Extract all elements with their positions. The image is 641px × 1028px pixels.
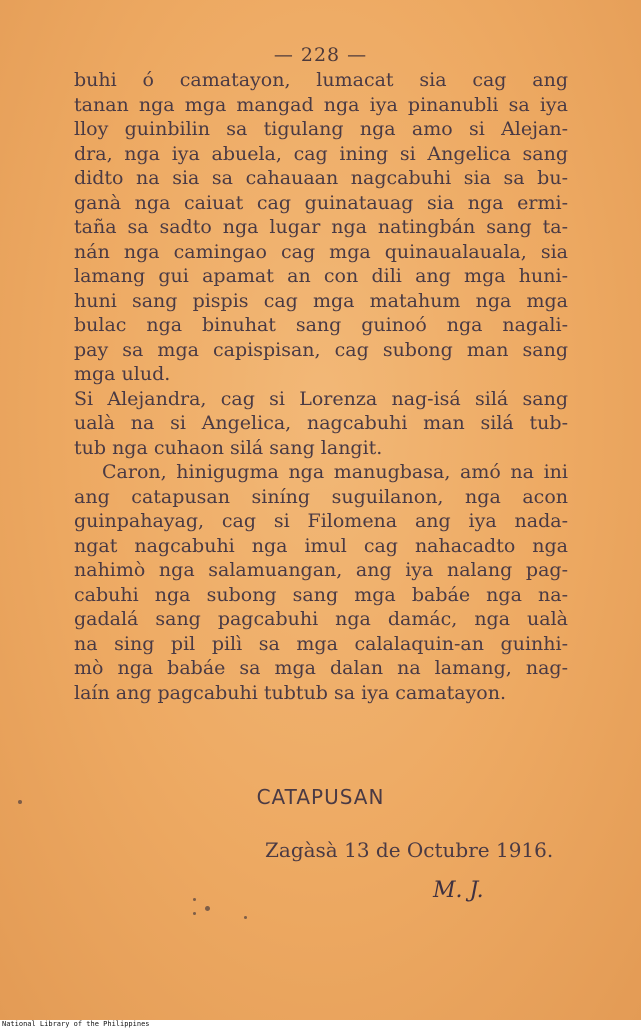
page-number: — 228 — <box>273 44 368 66</box>
text-line: taña sa sadto nga lugar nga natingbán sang ta- <box>74 216 568 238</box>
text-line: pay sa mga capispisan, cag subong man sang <box>74 338 568 361</box>
ink-speck <box>18 800 22 804</box>
text-line: mga ulud. <box>74 363 171 385</box>
text-line: tub nga cuhaon silá sang langit. <box>74 436 383 459</box>
ink-speck <box>193 898 196 901</box>
text-line: bulac nga binuhat sang guinoó nga nagali- <box>74 314 568 336</box>
text-line: buhi ó camatayon, lumacat sia cag ang <box>74 69 568 91</box>
author-signature: M. J. <box>433 878 484 903</box>
ink-speck <box>244 916 247 919</box>
text-line: laín ang pagcabuhi tubtub sa iya camatayon. <box>74 681 507 704</box>
text-line: mò nga babáe sa mga dalan na lamang, nag- <box>74 657 568 679</box>
text-line: lloy guinbilin sa tigulang nga amo si Alejan- <box>74 118 568 140</box>
body-text <box>74 68 568 705</box>
text-line: huni sang pispis cag mga matahum nga mga <box>74 289 568 312</box>
text-line: ang catapusan siníng suguilanon, nga acon <box>74 485 568 508</box>
text-line: Caron, hinigugma nga manugbasa, amó na ini <box>102 461 568 483</box>
text-line: lamang gui apamat an con dili ang mga huni- <box>74 265 568 287</box>
text-line: Si Alejandra, cag si Lorenza nag-isá silá sang <box>74 387 568 410</box>
text-line: dra, nga iya abuela, cag ining si Angelica sang <box>74 142 568 165</box>
library-credit: National Library of the Philippines <box>2 1020 150 1028</box>
text-line: na sing pil pilì sa mga calalaquin-an guinhi- <box>74 632 568 655</box>
text-line: ngat nagcabuhi nga imul cag nahacadto nga <box>74 534 568 557</box>
closing-heading: CATAPUSAN <box>256 785 385 809</box>
ink-speck <box>193 912 196 915</box>
text-line: nán nga camingao cag mga quinaualauala, sia <box>74 240 568 263</box>
text-line: cabuhi nga subong sang mga babáe nga na- <box>74 583 568 606</box>
ink-speck <box>205 906 210 911</box>
place-date: Zagàsà 13 de Octubre 1916. <box>265 838 554 862</box>
text-line: ganà nga caiuat cag guinatauag sia nga ermi- <box>74 191 568 214</box>
text-line: gadalá sang pagcabuhi nga damác, nga ualà <box>74 608 568 630</box>
text-line: nahimò nga salamuangan, ang iya nalang pag- <box>74 559 568 581</box>
text-line: didto na sia sa cahauaan nagcabuhi sia sa bu- <box>74 167 568 189</box>
text-line: guinpahayag, cag si Filomena ang iya nada- <box>74 510 568 532</box>
text-line: tanan nga mga mangad nga iya pinanubli sa iya <box>74 93 568 116</box>
text-line: ualà na si Angelica, nagcabuhi man silá tub- <box>74 412 568 434</box>
